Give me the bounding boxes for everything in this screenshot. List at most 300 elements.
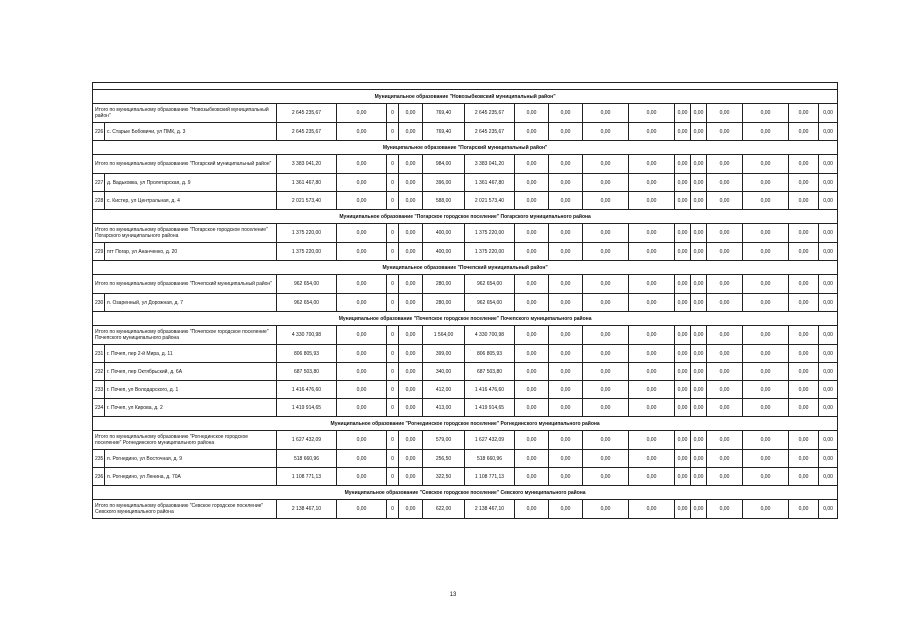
row-address: г. Почеп, ул Володарского, д. 1 — [105, 381, 277, 399]
row-value-cell: 0,00 — [675, 381, 691, 399]
total-value-cell: 0,00 — [337, 224, 387, 243]
row-value-cell: 0,00 — [337, 243, 387, 261]
total-value-cell: 962 654,00 — [465, 275, 515, 294]
total-value-cell: 2 645 235,67 — [277, 104, 337, 123]
row-value-cell: 322,50 — [423, 468, 465, 486]
row-value-cell: 0,00 — [515, 123, 549, 141]
row-value-cell: 0,00 — [337, 174, 387, 192]
total-value-cell: 2 138 467,10 — [277, 500, 337, 519]
total-value-cell: 0,00 — [515, 326, 549, 345]
total-value-cell: 0,00 — [549, 275, 583, 294]
row-value-cell: 0 — [387, 192, 399, 210]
section-title: Муниципальное образование "Почепское городское поселение" Почепского муниципального района — [93, 312, 838, 326]
total-value-cell: 0 — [387, 431, 399, 450]
section-total-row — [93, 431, 838, 450]
total-value-cell: 0,00 — [629, 104, 675, 123]
total-value-cell: 0,00 — [743, 275, 789, 294]
row-value-cell: 0,00 — [819, 243, 838, 261]
total-label: Итого по муниципальному образованию "Почепское городское поселение" Почепского муниципального района — [93, 326, 277, 345]
table-row — [93, 399, 838, 417]
row-value-cell: 0,00 — [707, 381, 743, 399]
total-value-cell: 0,00 — [629, 326, 675, 345]
row-value-cell: 2 021 573,40 — [277, 192, 337, 210]
row-value-cell: 0,00 — [819, 468, 838, 486]
row-value-cell: 0,00 — [789, 345, 819, 363]
row-value-cell: 0,00 — [819, 381, 838, 399]
table-row — [93, 450, 838, 468]
total-value-cell: 0,00 — [583, 500, 629, 519]
row-number: 232 — [93, 363, 105, 381]
row-value-cell: 400,00 — [423, 243, 465, 261]
total-value-cell: 0,00 — [549, 224, 583, 243]
total-value-cell: 0,00 — [675, 500, 691, 519]
row-value-cell: 0 — [387, 363, 399, 381]
row-value-cell: 0,00 — [743, 345, 789, 363]
row-value-cell: 0,00 — [789, 123, 819, 141]
row-value-cell: 0 — [387, 381, 399, 399]
row-value-cell: 1 361 467,80 — [465, 174, 515, 192]
total-value-cell: 0,00 — [743, 224, 789, 243]
row-value-cell: 0,00 — [675, 345, 691, 363]
row-value-cell: 0 — [387, 243, 399, 261]
row-value-cell: 0,00 — [707, 450, 743, 468]
total-value-cell: 4 330 700,98 — [277, 326, 337, 345]
table-row — [93, 174, 838, 192]
page-number: 13 — [449, 592, 457, 598]
row-value-cell: 0,00 — [707, 363, 743, 381]
total-value-cell: 0,00 — [675, 431, 691, 450]
row-address: г. Почеп, ул Кирова, д. 2 — [105, 399, 277, 417]
row-address: п. Рогнедино, ул Восточная, д. 9 — [105, 450, 277, 468]
section-header-row — [93, 141, 838, 155]
total-value-cell: 0,00 — [743, 500, 789, 519]
row-value-cell: 2 645 235,67 — [465, 123, 515, 141]
row-value-cell: 0,00 — [515, 345, 549, 363]
total-value-cell: 0,00 — [691, 104, 707, 123]
total-value-cell: 0,00 — [549, 155, 583, 174]
row-value-cell: 1 375 220,00 — [465, 243, 515, 261]
row-value-cell: 0,00 — [629, 123, 675, 141]
row-value-cell: 2 021 573,40 — [465, 192, 515, 210]
row-number: 236 — [93, 468, 105, 486]
section-header-row — [93, 312, 838, 326]
row-value-cell: 0,00 — [819, 294, 838, 312]
row-value-cell: 396,00 — [423, 174, 465, 192]
row-value-cell: 687 503,80 — [277, 363, 337, 381]
repair-cost-table — [92, 82, 838, 519]
total-value-cell: 0,00 — [515, 155, 549, 174]
table-row — [93, 468, 838, 486]
total-value-cell: 0,00 — [743, 104, 789, 123]
table-row — [93, 345, 838, 363]
row-value-cell: 0,00 — [707, 243, 743, 261]
row-value-cell: 0,00 — [515, 468, 549, 486]
row-value-cell: 399,00 — [423, 345, 465, 363]
row-value-cell: 0,00 — [707, 345, 743, 363]
table-row — [93, 192, 838, 210]
row-value-cell: 0,00 — [789, 468, 819, 486]
row-value-cell: 0,00 — [337, 468, 387, 486]
row-value-cell: 0,00 — [549, 363, 583, 381]
total-value-cell: 0,00 — [819, 326, 838, 345]
row-value-cell: 0,00 — [789, 450, 819, 468]
row-value-cell: 0,00 — [629, 399, 675, 417]
row-value-cell: 0,00 — [399, 174, 423, 192]
total-label: Итого по муниципальному образованию "Погарское городское поселение" Погарского муниципального района — [93, 224, 277, 243]
row-value-cell: 0,00 — [707, 123, 743, 141]
row-value-cell: 1 361 467,80 — [277, 174, 337, 192]
row-value-cell: 0,00 — [337, 450, 387, 468]
total-label: Итого по муниципальному образованию "Новозыбковский муниципальный район" — [93, 104, 277, 123]
row-number: 226 — [93, 123, 105, 141]
row-value-cell: 0,00 — [819, 123, 838, 141]
row-value-cell: 0,00 — [399, 192, 423, 210]
row-value-cell: 280,00 — [423, 294, 465, 312]
row-value-cell: 0,00 — [337, 294, 387, 312]
row-value-cell: 0,00 — [707, 399, 743, 417]
section-header-row — [93, 90, 838, 104]
row-value-cell: 0,00 — [629, 450, 675, 468]
section-total-row — [93, 155, 838, 174]
row-value-cell: 0,00 — [691, 243, 707, 261]
total-value-cell: 0,00 — [691, 275, 707, 294]
row-value-cell: 0,00 — [675, 363, 691, 381]
row-value-cell: 0,00 — [789, 174, 819, 192]
row-value-cell: 0,00 — [691, 174, 707, 192]
row-value-cell: 0,00 — [549, 399, 583, 417]
row-value-cell: 0,00 — [583, 294, 629, 312]
total-value-cell: 984,00 — [423, 155, 465, 174]
total-value-cell: 0,00 — [789, 326, 819, 345]
row-value-cell: 0,00 — [583, 381, 629, 399]
total-value-cell: 0,00 — [515, 431, 549, 450]
total-value-cell: 0,00 — [629, 500, 675, 519]
section-header-row — [93, 210, 838, 224]
total-value-cell: 0,00 — [337, 326, 387, 345]
total-value-cell: 1 627 432,09 — [465, 431, 515, 450]
row-number: 230 — [93, 294, 105, 312]
row-value-cell: 0,00 — [515, 399, 549, 417]
row-number: 227 — [93, 174, 105, 192]
total-value-cell: 0,00 — [515, 275, 549, 294]
total-value-cell: 1 375 220,00 — [277, 224, 337, 243]
total-value-cell: 0,00 — [707, 224, 743, 243]
total-value-cell: 0,00 — [675, 104, 691, 123]
row-address: д. Вадьковка, ул Пролетарская, д. 9 — [105, 174, 277, 192]
row-value-cell: 769,40 — [423, 123, 465, 141]
row-value-cell: 0,00 — [743, 192, 789, 210]
row-value-cell: 0,00 — [337, 363, 387, 381]
total-value-cell: 0,00 — [629, 224, 675, 243]
row-value-cell: 0,00 — [399, 399, 423, 417]
row-value-cell: 0,00 — [549, 294, 583, 312]
row-value-cell: 0,00 — [819, 450, 838, 468]
table-top-border — [93, 83, 838, 90]
row-number: 229 — [93, 243, 105, 261]
row-value-cell: 0,00 — [583, 243, 629, 261]
row-value-cell: 1 108 771,13 — [465, 468, 515, 486]
table-row — [93, 123, 838, 141]
row-value-cell: 0,00 — [743, 123, 789, 141]
total-value-cell: 0,00 — [707, 104, 743, 123]
section-total-row — [93, 224, 838, 243]
row-address: пгт Погар, ул Ананченко, д. 20 — [105, 243, 277, 261]
total-value-cell: 0,00 — [583, 326, 629, 345]
total-value-cell: 0,00 — [675, 224, 691, 243]
row-value-cell: 0,00 — [399, 243, 423, 261]
row-value-cell: 0,00 — [549, 381, 583, 399]
row-value-cell: 0,00 — [399, 468, 423, 486]
total-value-cell: 0,00 — [583, 155, 629, 174]
table-row — [93, 381, 838, 399]
row-value-cell: 0,00 — [691, 192, 707, 210]
row-value-cell: 0,00 — [707, 294, 743, 312]
section-title: Муниципальное образование "Почепский муниципальный район" — [93, 261, 838, 275]
row-value-cell: 0,00 — [515, 174, 549, 192]
row-value-cell: 0,00 — [583, 450, 629, 468]
total-value-cell: 400,00 — [423, 224, 465, 243]
row-value-cell: 0,00 — [583, 345, 629, 363]
section-total-row — [93, 326, 838, 345]
row-number: 234 — [93, 399, 105, 417]
row-value-cell: 0,00 — [549, 468, 583, 486]
row-value-cell: 0,00 — [629, 294, 675, 312]
row-value-cell: 1 416 476,60 — [465, 381, 515, 399]
row-value-cell: 0,00 — [743, 468, 789, 486]
row-value-cell: 0,00 — [789, 363, 819, 381]
row-value-cell: 0,00 — [743, 399, 789, 417]
row-value-cell: 0,00 — [549, 345, 583, 363]
row-value-cell: 1 375 220,00 — [277, 243, 337, 261]
row-address: г. Почеп, пер Октябрьский, д. 6А — [105, 363, 277, 381]
total-value-cell: 0 — [387, 224, 399, 243]
row-value-cell: 0,00 — [691, 450, 707, 468]
total-label: Итого по муниципальному образованию "Рогнединское городское поселение" Рогнединского муниципального района — [93, 431, 277, 450]
row-value-cell: 0,00 — [707, 174, 743, 192]
total-value-cell: 622,00 — [423, 500, 465, 519]
row-value-cell: 0,00 — [583, 468, 629, 486]
table-row — [93, 294, 838, 312]
row-address: с. Старые Бобовичи, ул ПМК, д. 3 — [105, 123, 277, 141]
row-value-cell: 0,00 — [743, 243, 789, 261]
total-value-cell: 0,00 — [819, 155, 838, 174]
section-title: Муниципальное образование "Рогнединское городское поселение" Рогнединского муниципального района — [93, 417, 838, 431]
total-value-cell: 0,00 — [549, 104, 583, 123]
row-value-cell: 256,50 — [423, 450, 465, 468]
total-value-cell: 0,00 — [789, 224, 819, 243]
total-value-cell: 280,00 — [423, 275, 465, 294]
section-total-row — [93, 500, 838, 519]
row-value-cell: 0,00 — [399, 294, 423, 312]
row-value-cell: 0,00 — [691, 363, 707, 381]
row-value-cell: 0,00 — [707, 468, 743, 486]
total-value-cell: 0,00 — [819, 224, 838, 243]
row-value-cell: 0,00 — [337, 381, 387, 399]
row-value-cell: 0,00 — [675, 294, 691, 312]
total-value-cell: 0,00 — [399, 326, 423, 345]
total-value-cell: 0,00 — [691, 431, 707, 450]
total-value-cell: 0,00 — [629, 431, 675, 450]
row-value-cell: 0,00 — [789, 192, 819, 210]
total-value-cell: 1 627 432,09 — [277, 431, 337, 450]
row-value-cell: 0,00 — [675, 192, 691, 210]
row-value-cell: 1 108 771,13 — [277, 468, 337, 486]
total-value-cell: 0,00 — [399, 104, 423, 123]
total-value-cell: 0,00 — [583, 104, 629, 123]
row-value-cell: 518 660,96 — [465, 450, 515, 468]
row-value-cell: 806 805,93 — [277, 345, 337, 363]
row-value-cell: 0,00 — [399, 363, 423, 381]
row-value-cell: 0,00 — [583, 192, 629, 210]
row-value-cell: 0,00 — [691, 468, 707, 486]
row-value-cell: 0,00 — [629, 468, 675, 486]
total-value-cell: 0,00 — [743, 155, 789, 174]
row-value-cell: 0,00 — [743, 450, 789, 468]
row-value-cell: 0,00 — [549, 174, 583, 192]
total-value-cell: 0,00 — [399, 275, 423, 294]
row-number: 231 — [93, 345, 105, 363]
total-value-cell: 0,00 — [691, 224, 707, 243]
total-value-cell: 0,00 — [399, 155, 423, 174]
row-value-cell: 0,00 — [819, 192, 838, 210]
total-value-cell: 0,00 — [819, 275, 838, 294]
total-value-cell: 0,00 — [515, 500, 549, 519]
total-value-cell: 0,00 — [789, 104, 819, 123]
row-value-cell: 0,00 — [819, 345, 838, 363]
total-value-cell: 0 — [387, 275, 399, 294]
row-value-cell: 0,00 — [399, 345, 423, 363]
total-value-cell: 0,00 — [549, 326, 583, 345]
total-label: Итого по муниципальному образованию "Погарский муниципальный район" — [93, 155, 277, 174]
total-value-cell: 0,00 — [583, 275, 629, 294]
row-value-cell: 0,00 — [675, 243, 691, 261]
row-value-cell: 0,00 — [743, 381, 789, 399]
total-value-cell: 1 375 220,00 — [465, 224, 515, 243]
row-value-cell: 0,00 — [675, 450, 691, 468]
section-title: Муниципальное образование "Погарское городское поселение" Погарского муниципального района — [93, 210, 838, 224]
row-value-cell: 0,00 — [515, 192, 549, 210]
total-value-cell: 0 — [387, 104, 399, 123]
row-value-cell: 0,00 — [675, 123, 691, 141]
total-value-cell: 0,00 — [583, 224, 629, 243]
total-value-cell: 0,00 — [789, 155, 819, 174]
section-title: Муниципальное образование "Новозыбковский муниципальный район" — [93, 90, 838, 104]
total-value-cell: 0,00 — [549, 500, 583, 519]
total-value-cell: 0 — [387, 326, 399, 345]
total-value-cell: 4 330 700,98 — [465, 326, 515, 345]
total-value-cell: 0,00 — [337, 500, 387, 519]
row-value-cell: 0,00 — [583, 363, 629, 381]
total-value-cell: 0 — [387, 500, 399, 519]
total-value-cell: 0,00 — [691, 326, 707, 345]
row-value-cell: 0,00 — [583, 174, 629, 192]
row-value-cell: 412,00 — [423, 381, 465, 399]
row-value-cell: 0,00 — [399, 450, 423, 468]
row-value-cell: 0,00 — [743, 294, 789, 312]
row-value-cell: 0,00 — [743, 174, 789, 192]
row-value-cell: 518 660,96 — [277, 450, 337, 468]
section-title: Муниципальное образование "Погарский муниципальный район" — [93, 141, 838, 155]
row-value-cell: 0,00 — [743, 363, 789, 381]
row-number: 233 — [93, 381, 105, 399]
row-value-cell: 340,00 — [423, 363, 465, 381]
total-label: Итого по муниципальному образованию "Севское городское поселение" Севского муниципального района — [93, 500, 277, 519]
total-value-cell: 2 138 467,10 — [465, 500, 515, 519]
row-number: 228 — [93, 192, 105, 210]
row-address: г. Почеп, пер 2-й Мира, д. 11 — [105, 345, 277, 363]
row-value-cell: 0,00 — [337, 123, 387, 141]
row-number: 235 — [93, 450, 105, 468]
row-value-cell: 1 416 476,60 — [277, 381, 337, 399]
row-value-cell: 0 — [387, 399, 399, 417]
total-value-cell: 0,00 — [819, 431, 838, 450]
section-header-row — [93, 261, 838, 275]
row-value-cell: 0,00 — [691, 399, 707, 417]
section-title: Муниципальное образование "Севское городское поселение" Севского муниципального района — [93, 486, 838, 500]
total-value-cell: 0,00 — [337, 155, 387, 174]
row-value-cell: 0,00 — [399, 381, 423, 399]
row-value-cell: 0,00 — [819, 399, 838, 417]
row-value-cell: 0,00 — [789, 243, 819, 261]
row-value-cell: 0,00 — [819, 174, 838, 192]
total-value-cell: 0,00 — [707, 155, 743, 174]
row-value-cell: 1 419 914,65 — [277, 399, 337, 417]
total-value-cell: 0,00 — [789, 431, 819, 450]
row-value-cell: 962 654,00 — [465, 294, 515, 312]
row-value-cell: 0,00 — [583, 123, 629, 141]
section-total-row — [93, 275, 838, 294]
row-value-cell: 0,00 — [549, 450, 583, 468]
table-row — [93, 363, 838, 381]
row-value-cell: 806 805,93 — [465, 345, 515, 363]
total-value-cell: 0,00 — [583, 431, 629, 450]
row-value-cell: 0,00 — [583, 399, 629, 417]
section-total-row — [93, 104, 838, 123]
total-value-cell: 1 564,00 — [423, 326, 465, 345]
total-value-cell: 0,00 — [819, 104, 838, 123]
row-value-cell: 962 654,00 — [277, 294, 337, 312]
row-value-cell: 0 — [387, 468, 399, 486]
row-value-cell: 0,00 — [789, 294, 819, 312]
row-address: с. Кистер, ул Центральная, д. 4 — [105, 192, 277, 210]
row-value-cell: 0,00 — [515, 363, 549, 381]
table-row — [93, 243, 838, 261]
row-value-cell: 0 — [387, 174, 399, 192]
row-value-cell: 0,00 — [549, 243, 583, 261]
row-value-cell: 0,00 — [675, 468, 691, 486]
total-value-cell: 0,00 — [675, 155, 691, 174]
total-value-cell: 0,00 — [743, 326, 789, 345]
row-value-cell: 0,00 — [629, 381, 675, 399]
total-value-cell: 0,00 — [819, 500, 838, 519]
total-value-cell: 0,00 — [691, 155, 707, 174]
row-value-cell: 0,00 — [675, 174, 691, 192]
total-value-cell: 0,00 — [789, 500, 819, 519]
row-value-cell: 0,00 — [789, 381, 819, 399]
row-value-cell: 0,00 — [515, 294, 549, 312]
total-value-cell: 0,00 — [337, 275, 387, 294]
row-value-cell: 0,00 — [707, 192, 743, 210]
row-value-cell: 0,00 — [337, 192, 387, 210]
total-value-cell: 0,00 — [691, 500, 707, 519]
row-value-cell: 687 503,80 — [465, 363, 515, 381]
total-value-cell: 962 654,00 — [277, 275, 337, 294]
total-value-cell: 3 383 041,20 — [277, 155, 337, 174]
row-value-cell: 0,00 — [549, 192, 583, 210]
row-value-cell: 0,00 — [337, 399, 387, 417]
total-value-cell: 0,00 — [337, 431, 387, 450]
row-value-cell: 2 645 235,67 — [277, 123, 337, 141]
